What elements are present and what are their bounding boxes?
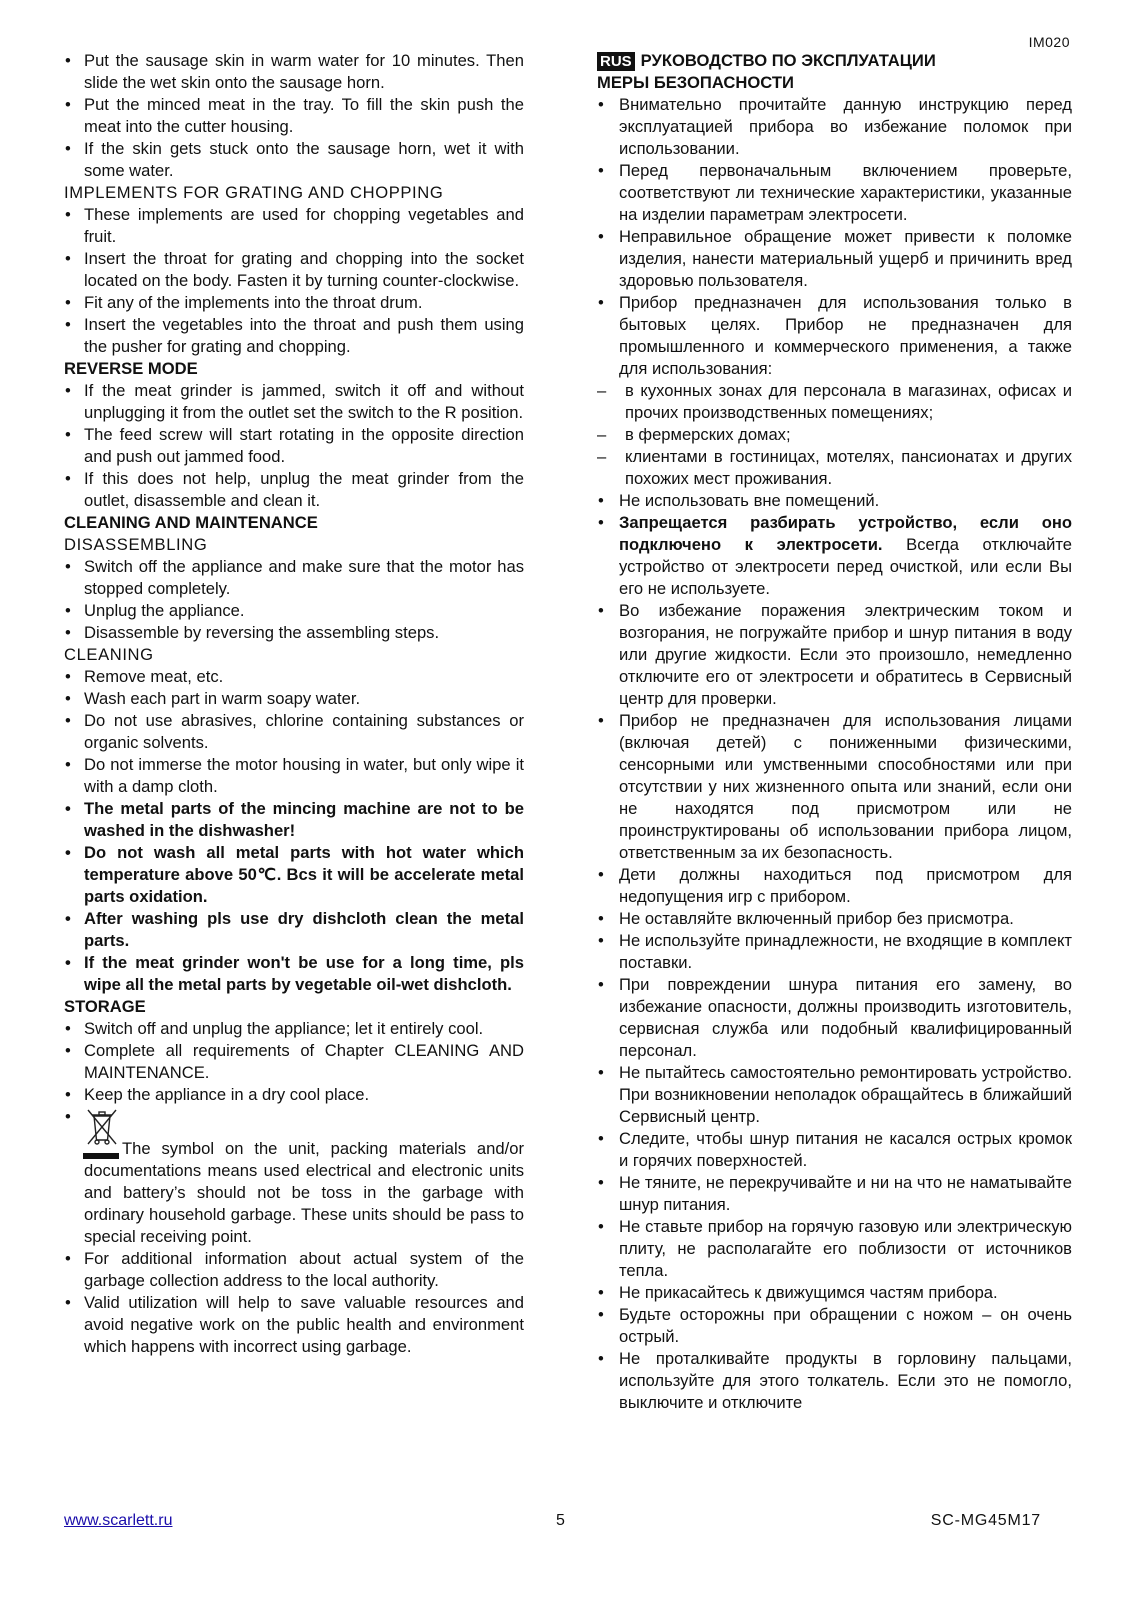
list-item: • Do not use abrasives, chlorine containing substances or organic solvents.: [64, 710, 524, 754]
manual-title-text: РУКОВОДСТВО ПО ЭКСПЛУАТАЦИИ: [640, 51, 936, 70]
usage-restrictions-list: [597, 380, 1072, 490]
dash-item: – клиентами в гостиницах, мотелях, пансионатах и других похожих мест проживания.: [597, 446, 1072, 490]
list-item: • Следите, чтобы шнур питания не касался острых кромок и горячих поверхностей.: [597, 1128, 1072, 1172]
list-item: • Внимательно прочитайте данную инструкцию перед эксплуатацией прибора во избежание поломок при использовании.: [597, 94, 1072, 160]
section-heading-grating: IMPLEMENTS FOR GRATING AND CHOPPING: [64, 183, 444, 202]
list-item: • Put the sausage skin in warm water for 10 minutes. Then slide the wet skin onto the sausage horn.: [64, 50, 524, 94]
language-badge: RUS: [597, 52, 635, 71]
list-item: • Complete all requirements of Chapter CLEANING AND MAINTENANCE.: [64, 1040, 524, 1084]
page-number: 5: [556, 1512, 565, 1529]
list-item: • If the skin gets stuck onto the sausage horn, wet it with some water.: [64, 138, 524, 182]
sausage-steps-list: [64, 50, 524, 182]
list-item-warning: • The metal parts of the mincing machine are not to be washed in the dishwasher!: [64, 798, 524, 842]
list-item: • Не используйте принадлежности, не входящие в комплект поставки.: [597, 930, 1072, 974]
list-item: • Switch off the appliance and make sure that the motor has stopped completely.: [64, 556, 524, 600]
model-number: SC-MG45M17: [930, 1512, 1041, 1529]
document-code: IM020: [1028, 34, 1070, 50]
list-item: • Wash each part in warm soapy water.: [64, 688, 524, 710]
grating-steps-list: [64, 204, 524, 358]
safety-list-2: [597, 490, 1072, 1414]
list-item: • Disassemble by reversing the assembling steps.: [64, 622, 524, 644]
list-item: • Перед первоначальным включением проверьте, соответствуют ли технические характеристики, указанные на изделии параметрам электросети.: [597, 160, 1072, 226]
left-column: [64, 50, 524, 1358]
list-item: • Не использовать вне помещений.: [597, 490, 1072, 512]
list-item: • Fit any of the implements into the throat drum.: [64, 292, 524, 314]
list-item: • Insert the throat for grating and chopping into the socket located on the body. Fasten it by turning counter-clockwise.: [64, 248, 524, 292]
list-item: • Insert the vegetables into the throat and push them using the pusher for grating and chopping.: [64, 314, 524, 358]
list-item: • These implements are used for chopping vegetables and fruit.: [64, 204, 524, 248]
section-heading-cleaning: CLEANING: [64, 645, 154, 664]
list-item: • Remove meat, etc.: [64, 666, 524, 688]
safety-heading: МЕРЫ БЕЗОПАСНОСТИ: [597, 73, 794, 92]
list-item: • Неправильное обращение может привести к поломке изделия, нанести материальный ущерб и причинить вред здоровью пользователя.: [597, 226, 1072, 292]
list-item: • If the meat grinder is jammed, switch it off and without unplugging it from the outlet set the switch to the R position.: [64, 380, 524, 424]
warning-continuation: Всегда отключайте устройство от электросети перед очисткой, или если Вы его не используете.: [619, 535, 1072, 598]
list-item-warning: • Do not wash all metal parts with hot water which temperature above 50℃. Bcs it will be accelerate metal parts oxidation.: [64, 842, 524, 908]
section-heading-disassembling: DISASSEMBLING: [64, 535, 208, 554]
list-item-weee: [64, 1106, 524, 1248]
list-item: • Дети должны находиться под присмотром для недопущения игр с прибором.: [597, 864, 1072, 908]
section-heading-storage: STORAGE: [64, 997, 146, 1016]
list-item: • Unplug the appliance.: [64, 600, 524, 622]
list-item: • Не оставляйте включенный прибор без присмотра.: [597, 908, 1072, 930]
list-item: • Во избежание поражения электрическим током и возгорания, не погружайте прибор и шнур питания в воду или другие жидкости. Если это произошло, немедленно отключите его от электросети и обратитесь в Сервисный центр для проверки.: [597, 600, 1072, 710]
list-item: • Do not immerse the motor housing in water, but only wipe it with a damp cloth.: [64, 754, 524, 798]
website-link[interactable]: www.scarlett.ru: [64, 1512, 173, 1529]
list-item: • Прибор не предназначен для использования лицами (включая детей) с пониженными физическими, сенсорными или умственными способностями или при отсутствии у них жизненного опыта или знаний, если они не находятся под присмотром или не проинструктированы об использовании прибора лицом, ответственным за их безопасность.: [597, 710, 1072, 864]
safety-list-1: [597, 94, 1072, 380]
list-item: • Не проталкивайте продукты в горловину пальцами, используйте для этого толкатель. Если это не помогло, выключите и отключите: [597, 1348, 1072, 1414]
storage-steps-list: [64, 1018, 524, 1106]
list-item: • Valid utilization will help to save valuable resources and avoid negative work on the public health and environment which happens with incorrect using garbage.: [64, 1292, 524, 1358]
list-item: • Не ставьте прибор на горячую газовую или электрическую плиту, не располагайте его поблизости от источников тепла.: [597, 1216, 1072, 1282]
list-item: • For additional information about actual system of the garbage collection address to the local authority.: [64, 1248, 524, 1292]
list-item: • Не тяните, не перекручивайте и ни на что не наматывайте шнур питания.: [597, 1172, 1072, 1216]
crossed-bin-icon: [82, 1106, 122, 1160]
list-item: • Не прикасайтесь к движущимся частям прибора.: [597, 1282, 1072, 1304]
list-item-warning: • After washing pls use dry dishcloth clean the metal parts.: [64, 908, 524, 952]
bold-warning: Запрещается разбирать устройство, если оно подключено к электросети.: [619, 513, 1072, 554]
list-item: • Будьте осторожны при обращении с ножом – он очень острый.: [597, 1304, 1072, 1348]
reverse-steps-list: [64, 380, 524, 512]
list-item: • Put the minced meat in the tray. To fill the skin push the meat into the cutter housing.: [64, 94, 524, 138]
list-item: • Switch off and unplug the appliance; let it entirely cool.: [64, 1018, 524, 1040]
list-item: [597, 512, 1072, 600]
list-item: • Keep the appliance in a dry cool place.: [64, 1084, 524, 1106]
cleaning-steps-list: [64, 666, 524, 996]
disposal-list: [64, 1106, 524, 1358]
disassembling-steps-list: [64, 556, 524, 644]
list-item: • При повреждении шнура питания его замену, во избежание опасности, должны производить изготовитель, сервисная служба или подобный квалифицированный персонал.: [597, 974, 1072, 1062]
list-item-warning: • If the meat grinder won't be use for a long time, pls wipe all the metal parts by vegetable oil-wet dishcloth.: [64, 952, 524, 996]
list-item: • Прибор предназначен для использования только в бытовых целях. Прибор не предназначен для промышленного и коммерческого применения, а также для использования:: [597, 292, 1072, 380]
section-heading-cleaning-maintenance: CLEANING AND MAINTENANCE: [64, 513, 318, 532]
right-column: [597, 50, 1072, 1414]
list-item: • If this does not help, unplug the meat grinder from the outlet, disassemble and clean it.: [64, 468, 524, 512]
weee-text: The symbol on the unit, packing materials and/or documentations means used electrical and electronic units and battery’s should not be toss in the garbage with ordinary household garbage. These units should be pass to special receiving point.: [84, 1139, 524, 1246]
section-heading-reverse: REVERSE MODE: [64, 359, 198, 378]
manual-title: [597, 50, 1072, 72]
list-item: • Не пытайтесь самостоятельно ремонтировать устройство. При возникновении неполадок обращайтесь в ближайший Сервисный центр.: [597, 1062, 1072, 1128]
dash-item: – в фермерских домах;: [597, 424, 1072, 446]
dash-item: – в кухонных зонах для персонала в магазинах, офисах и прочих производственных помещениях;: [597, 380, 1072, 424]
list-item: • The feed screw will start rotating in the opposite direction and push out jammed food.: [64, 424, 524, 468]
